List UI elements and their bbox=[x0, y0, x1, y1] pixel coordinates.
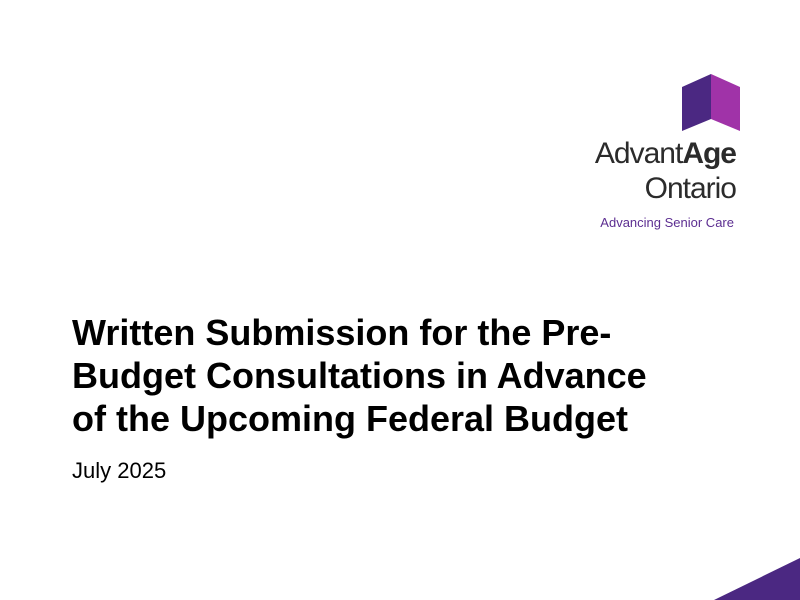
corner-accent-triangle bbox=[714, 558, 800, 600]
title-line-2: Budget Consultations in Advance bbox=[72, 355, 647, 396]
logo-name-part2: Age bbox=[682, 137, 736, 170]
advantage-ontario-logo bbox=[560, 70, 760, 240]
document-date: July 2025 bbox=[72, 458, 167, 483]
title-line-1: Written Submission for the Pre- bbox=[72, 312, 612, 353]
logo-name-part1: Advant bbox=[594, 137, 683, 170]
logo-name-line2: Ontario bbox=[644, 172, 736, 205]
document-title bbox=[72, 311, 762, 440]
title-line-3: of the Upcoming Federal Budget bbox=[72, 398, 629, 439]
logo-wordmark bbox=[595, 136, 736, 206]
logo-tagline: Advancing Senior Care bbox=[600, 215, 734, 230]
logo-name-line1 bbox=[595, 136, 736, 171]
logo-mark-icon bbox=[682, 74, 740, 134]
